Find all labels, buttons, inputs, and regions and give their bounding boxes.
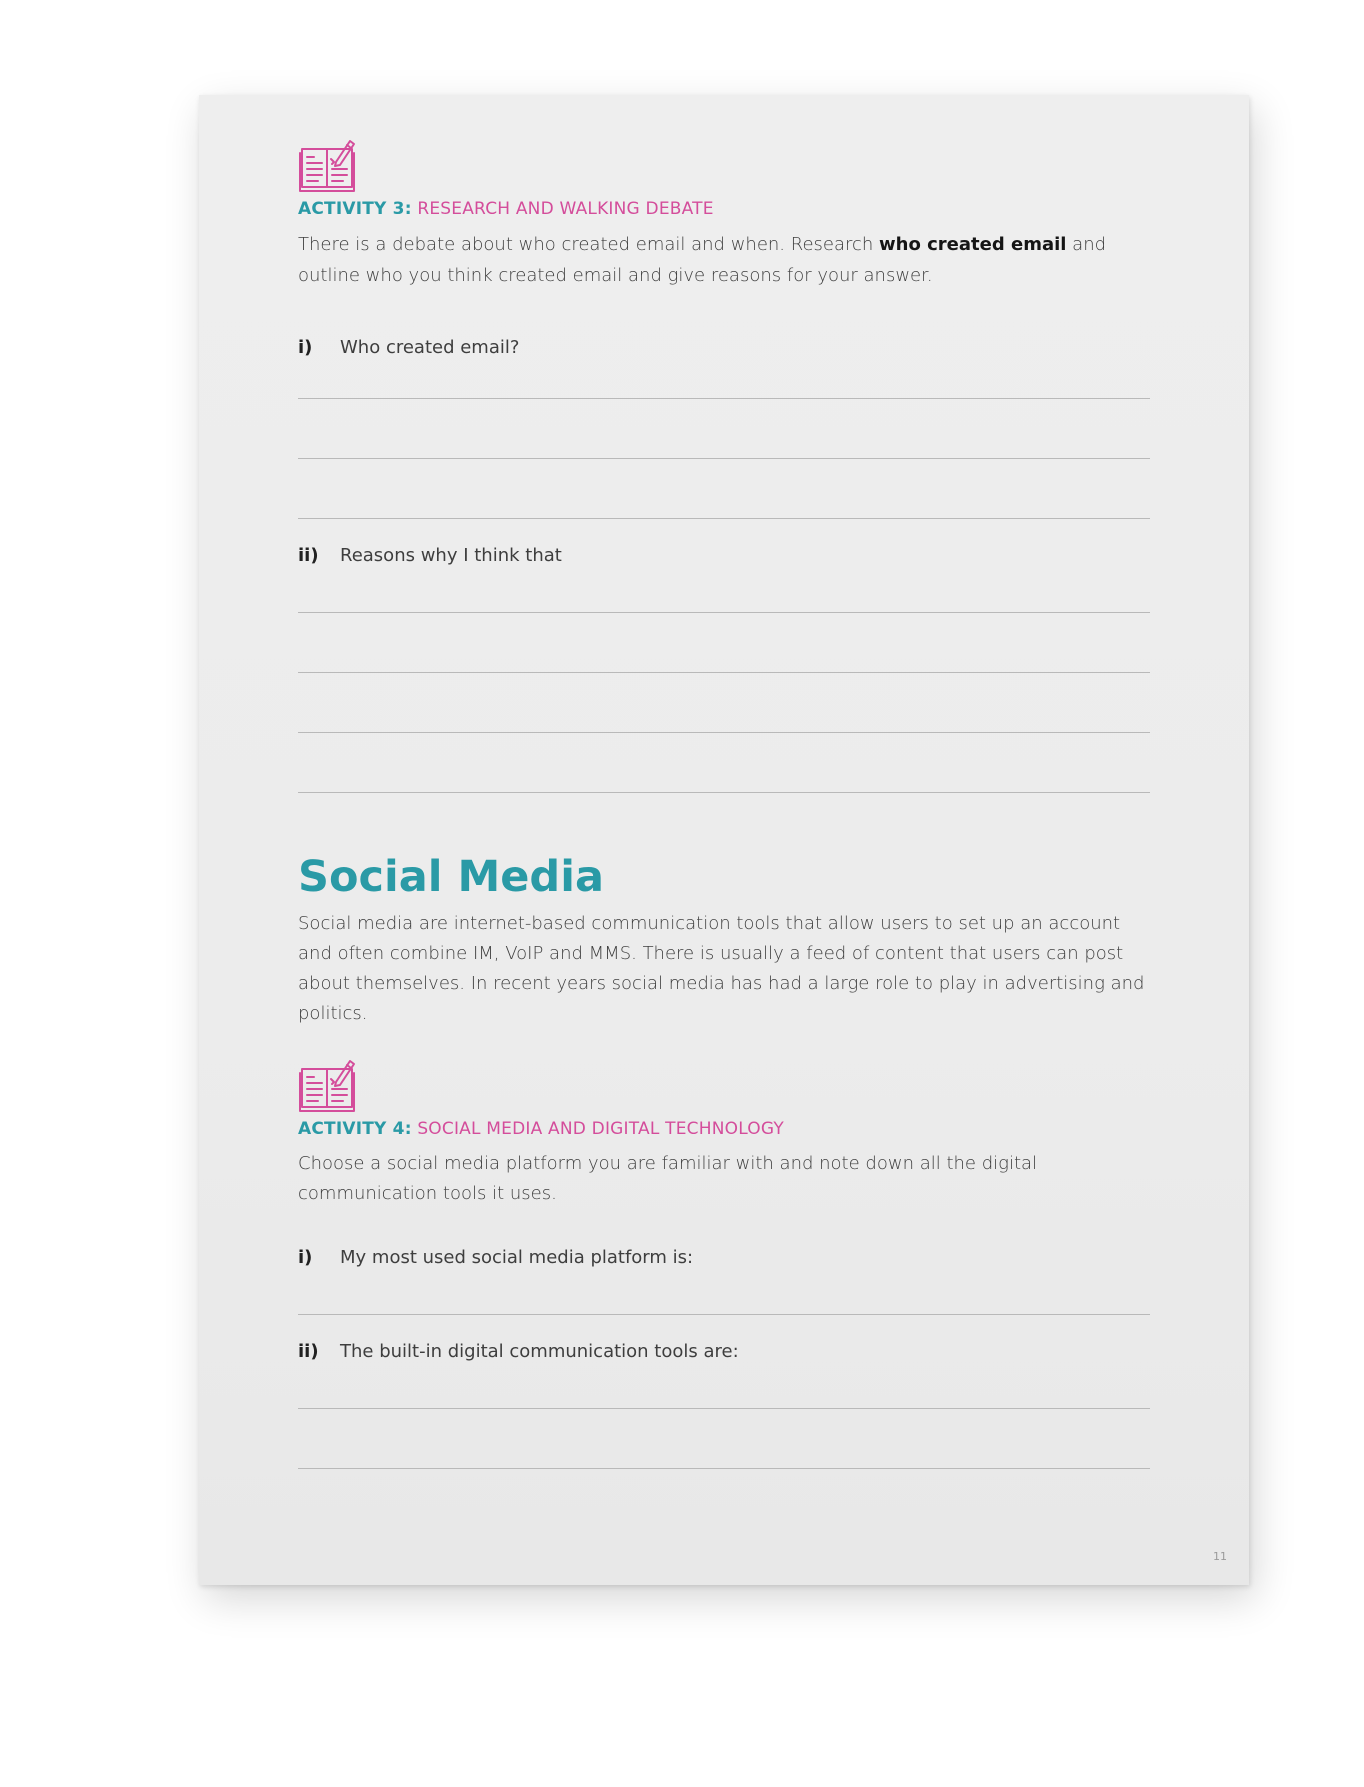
activity-4-intro: Choose a social media platform you are familiar with and note down all the digital communication tools it uses. <box>298 1153 1038 1204</box>
notebook-pencil-icon <box>298 1055 358 1115</box>
social-media-paragraph: Social media are internet-based communication tools that allow users to set up an account and often combine IM, VoIP and MMS. There is usually a feed of content that users can post about themselves. In recent years social media has had a large role to play in advertising and politics. <box>298 913 1145 1024</box>
activity-3-label: ACTIVITY 3: <box>298 199 412 219</box>
activity-3-intro-end: and outline who you think created email and give reasons for your answer. <box>298 234 1107 286</box>
page-content <box>298 135 1150 1469</box>
activity-4-question-2 <box>298 1341 1150 1362</box>
answer-line[interactable] <box>298 458 1150 459</box>
page-number: 11 <box>1213 1550 1227 1563</box>
worksheet-page <box>199 95 1249 1585</box>
activity-4-question-1 <box>298 1247 1150 1268</box>
answer-line[interactable] <box>298 518 1150 519</box>
activity-3-question-2 <box>298 545 1150 566</box>
activity-3-intro <box>298 229 1150 291</box>
question-text: Who created email? <box>340 337 520 358</box>
answer-line[interactable] <box>298 732 1150 733</box>
activity-3-name: RESEARCH AND WALKING DEBATE <box>417 199 714 219</box>
question-number: i) <box>298 337 313 358</box>
answer-line[interactable] <box>298 1408 1150 1409</box>
activity-4-title <box>298 1119 1150 1139</box>
activity-3-intro-start: There is a debate about who created email and when. Research <box>298 234 880 255</box>
answer-line[interactable] <box>298 672 1150 673</box>
activity-4-name: SOCIAL MEDIA AND DIGITAL TECHNOLOGY <box>417 1119 784 1139</box>
question-text: Reasons why I think that <box>340 545 562 566</box>
activity-4-label: ACTIVITY 4: <box>298 1119 412 1139</box>
section-heading: Social Media <box>298 852 604 902</box>
question-number: i) <box>298 1247 313 1268</box>
question-number: ii) <box>298 1341 319 1362</box>
question-number: ii) <box>298 545 319 566</box>
question-text: My most used social media platform is: <box>340 1247 694 1268</box>
answer-line[interactable] <box>298 398 1150 399</box>
notebook-pencil-icon <box>298 135 358 195</box>
activity-3-intro-bold: who created email <box>879 234 1067 255</box>
answer-line[interactable] <box>298 612 1150 613</box>
answer-line[interactable] <box>298 1468 1150 1469</box>
activity-3-question-1 <box>298 337 1150 358</box>
answer-line[interactable] <box>298 1314 1150 1315</box>
activity-3-title <box>298 199 1150 219</box>
question-text: The built-in digital communication tools are: <box>340 1341 739 1362</box>
answer-line[interactable] <box>298 792 1150 793</box>
